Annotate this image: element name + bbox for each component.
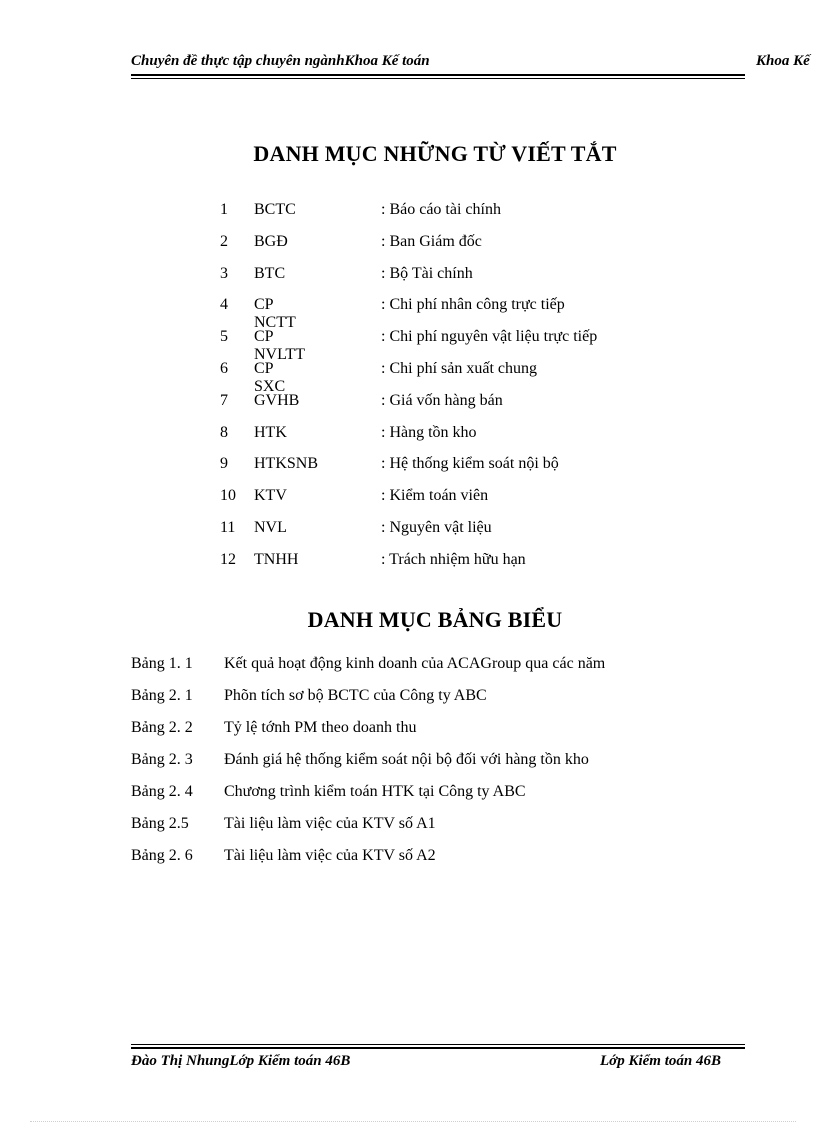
- abbr-description: : Chi phí nhân công trực tiếp: [381, 296, 565, 314]
- abbr-number: 1: [220, 201, 228, 218]
- abbr-description: : Ban Giám đốc: [381, 232, 482, 250]
- header-rule-thin: [131, 78, 745, 79]
- header-rule-thick: [131, 74, 745, 76]
- abbr-description: : Trách nhiệm hữu hạn: [381, 550, 526, 568]
- table-id: Bảng 2. 6: [131, 847, 193, 864]
- abbr-code: NVL: [254, 518, 287, 536]
- abbr-number: 8: [220, 423, 228, 441]
- abbr-description: : Chi phí nguyên vật liệu trực tiếp: [381, 328, 598, 346]
- footer-left-text: Đào Thị NhungLớp Kiểm toán 46B: [131, 1053, 351, 1069]
- abbr-description: : Hàng tồn kho: [381, 423, 477, 441]
- abbr-description: : Giá vốn hàng bán: [381, 391, 503, 409]
- table-id: Bảng 1. 1: [131, 655, 193, 672]
- abbr-code: BCTC: [254, 201, 296, 218]
- table-title: Tài liệu làm việc của KTV số A1: [224, 815, 436, 832]
- abbr-number: 7: [220, 391, 228, 409]
- abbr-number: 9: [220, 455, 228, 473]
- table-title: Tài liệu làm việc của KTV số A2: [224, 847, 436, 864]
- abbr-code: BGĐ: [254, 232, 288, 250]
- abbr-number: 5: [220, 328, 228, 346]
- header-right-text: Khoa Kế: [756, 53, 810, 69]
- table-id: Bảng 2. 1: [131, 687, 193, 704]
- table-id: Bảng 2.5: [131, 815, 189, 832]
- abbr-description: : Báo cáo tài chính: [381, 201, 501, 218]
- abbr-description: : Kiểm toán viên: [381, 487, 489, 505]
- abbr-code: CP NVLTT: [254, 328, 305, 364]
- footer-rule-thin: [131, 1044, 745, 1045]
- table-title: Tỷ lệ tớnh PM theo doanh thu: [224, 719, 417, 736]
- page-edge-divider: [30, 1121, 796, 1122]
- abbr-description: : Bộ Tài chính: [381, 264, 473, 282]
- abbr-number: 3: [220, 264, 228, 282]
- abbr-code: HTK: [254, 423, 287, 441]
- table-title: Phõn tích sơ bộ BCTC của Công ty ABC: [224, 687, 487, 704]
- abbr-code: BTC: [254, 264, 286, 282]
- abbr-code: TNHH: [254, 550, 299, 568]
- abbr-number: 6: [220, 359, 228, 377]
- abbr-description: : Nguyên vật liệu: [381, 518, 492, 536]
- abbr-code: CP NCTT: [254, 296, 296, 332]
- abbr-description: : Chi phí sản xuất chung: [381, 359, 537, 377]
- abbreviations-title: DANH MỤC NHỮNG TỪ VIẾT TẮT: [253, 141, 617, 166]
- abbr-number: 12: [220, 550, 236, 568]
- abbr-code: HTKSNB: [254, 455, 319, 473]
- table-id: Bảng 2. 3: [131, 751, 193, 768]
- abbr-code: GVHB: [254, 391, 300, 409]
- footer-rule-thick: [131, 1047, 745, 1049]
- table-title: Kết quả hoạt động kinh doanh của ACAGroup qua các năm: [224, 655, 606, 672]
- header-left-text: Chuyên đề thực tập chuyên ngànhKhoa Kế toán: [131, 53, 430, 69]
- footer-right-text: Lớp Kiểm toán 46B: [600, 1053, 721, 1069]
- abbr-number: 10: [220, 487, 236, 505]
- abbr-number: 11: [220, 518, 236, 536]
- abbr-code: CP SXC: [254, 359, 286, 395]
- abbr-number: 4: [220, 296, 228, 314]
- abbr-description: : Hệ thống kiểm soát nội bộ: [381, 455, 559, 473]
- table-title: Chương trình kiểm toán HTK tại Công ty ABC: [224, 783, 526, 800]
- table-id: Bảng 2. 4: [131, 783, 193, 800]
- tables-title: DANH MỤC BẢNG BIỂU: [307, 607, 563, 632]
- table-id: Bảng 2. 2: [131, 719, 193, 736]
- table-title: Đánh giá hệ thống kiểm soát nội bộ đối với hàng tồn kho: [224, 751, 589, 768]
- abbr-number: 2: [220, 232, 228, 250]
- abbr-code: KTV: [254, 487, 287, 505]
